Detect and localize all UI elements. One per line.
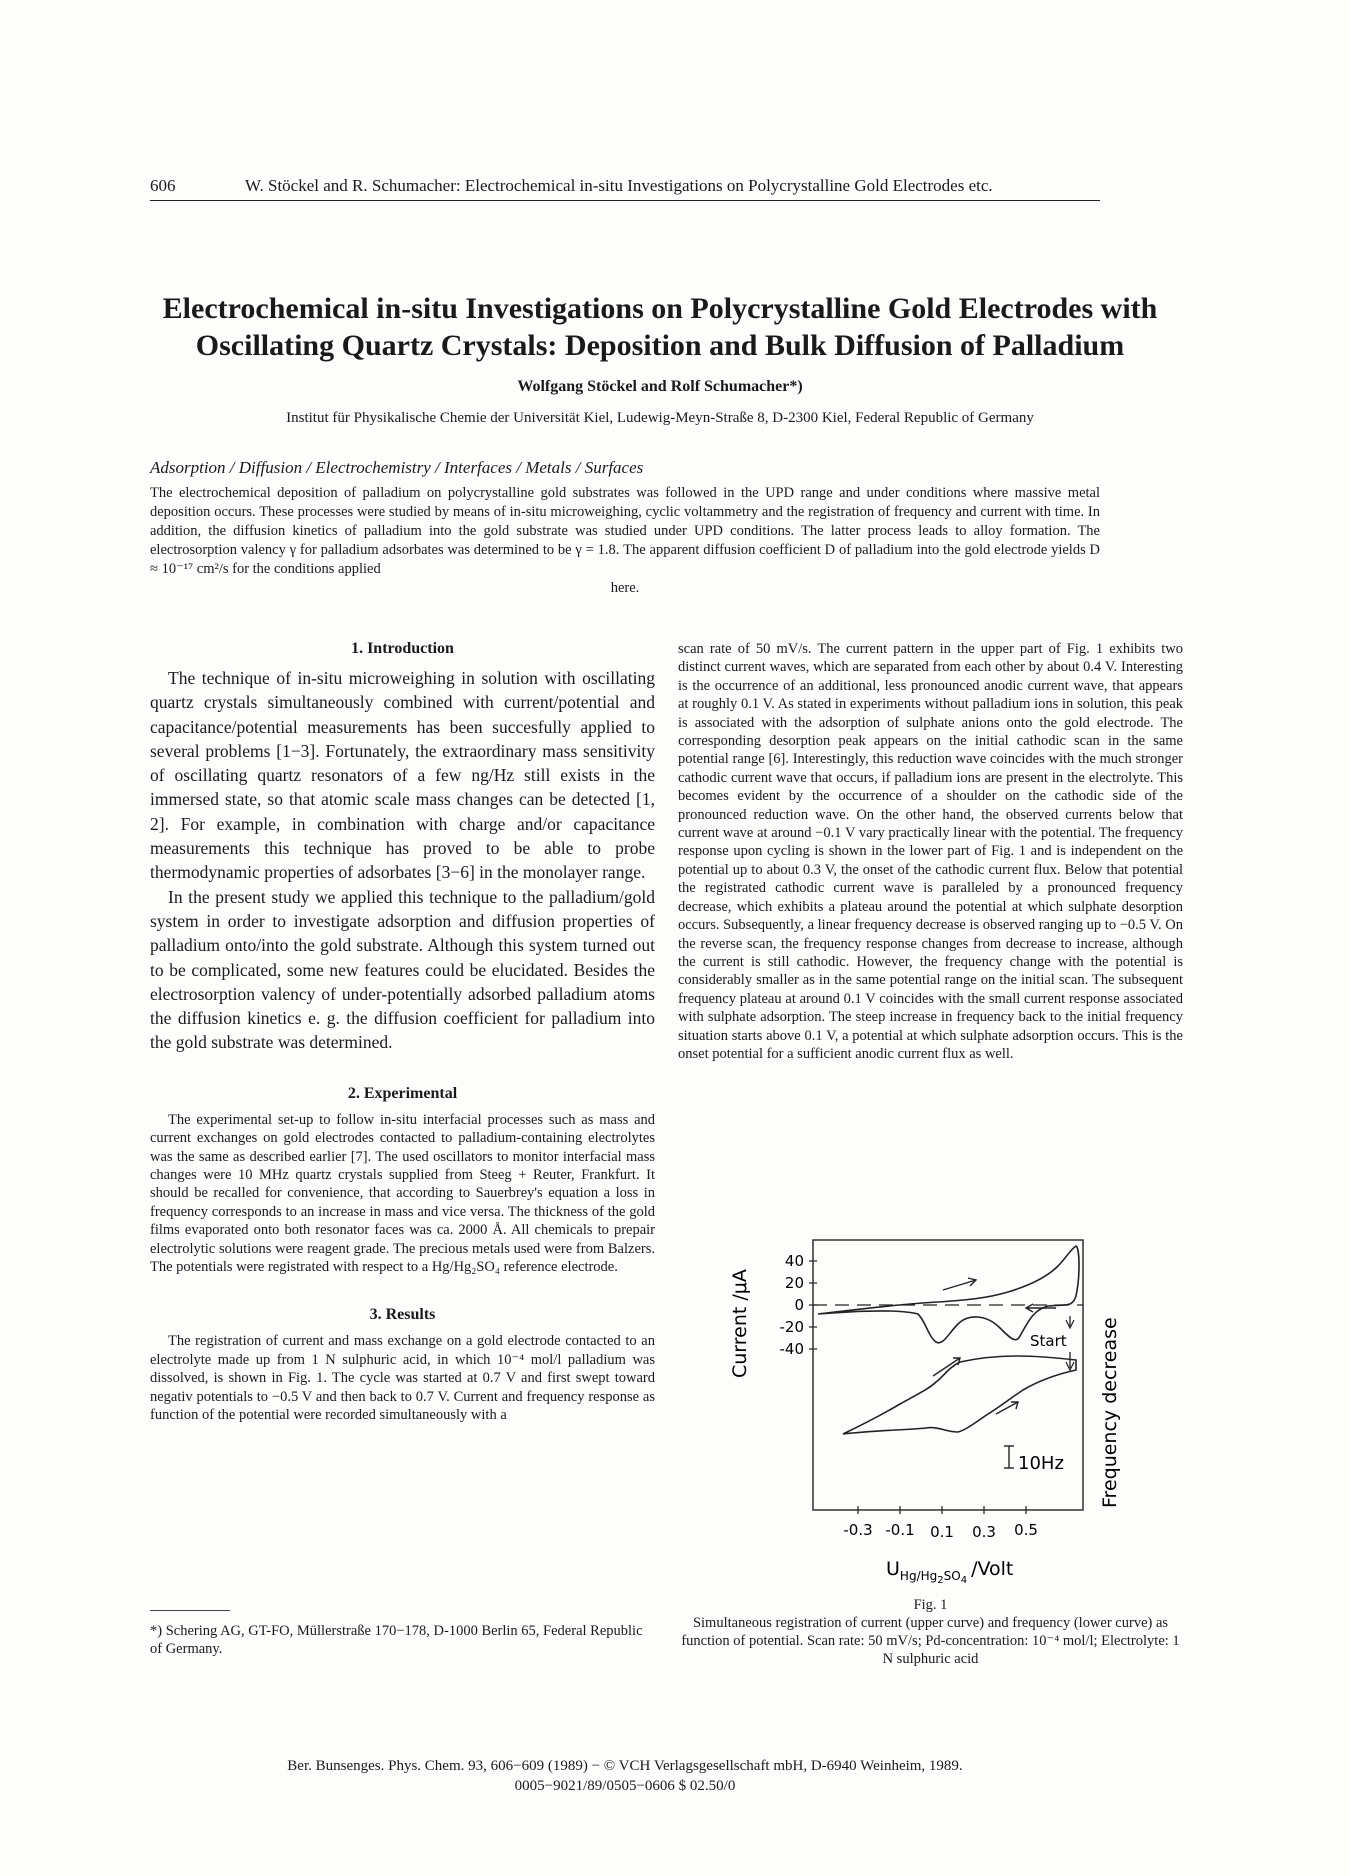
citation-footer: Ber. Bunsenges. Phys. Chem. 93, 606−609 (1989) − © VCH Verlagsgesellschaft mbH, D-6940 Weinheim, 1989. [287,1758,963,1774]
scale-bar-label: 10Hz [1018,1453,1064,1474]
current-tick-label: 40 [784,1252,804,1270]
issn-footer: 0005−9021/89/0505−0606 $ 02.50/0 [514,1778,736,1794]
results-continued-paragraph: scan rate of 50 mV/s. The current pattern in the upper part of Fig. 1 exhibits two distinct current waves, which are separated from each other by about 0.4 V. Interesting is the occurrence of an additional, less pronounced anodic current wave, that appears at roughly 0.1 V. As stated in experiments without palladium ions in solution, this peak is associated with the adsorption of sulphate anions onto the gold electrode. The corresponding desorption peak appears on the initial cathodic scan in the same potential range [6]. Interestingly, this reduction wave coincides with the much stronger cathodic current wave that occurs, if palladium ions are present in the electrolyte. This becomes evident by the occurrence of a shoulder on the cathodic side of the pronounced reduction wave. On the other hand, the observed currents below that current wave at around −0.1 V vary practically linear with the potential. The frequency response upon cycling is shown in the lower part of Fig. 1 and is independent on the potential up to about 0.3 V, the onset of the cathodic current flux. Below that potential the registrated cathodic current wave is paralleled by a pronounced frequency decrease, which exhibits a plateau around the potential at which sulphate desorption occurs. Subsequently, a linear frequency decrease is observed ranging up to −0.5 V. On the reverse scan, the frequency response changes from decrease to increase, although the current is still cathodic. However, the frequency change with the potential is considerably smaller as in the same potential range on the initial scan. The subsequent frequency plateau at around 0.1 V coincides with the small current response associated with sulphate adsorption. The steep increase in frequency back to the initial frequency situation starts above 0.1 V, a potential at which sulphate adsorption occurs. This is the onset potential for a sufficient anodic current flux as well. [678,641,1183,1062]
footnote: *) Schering AG, GT-FO, Müllerstraße 170−178, D-1000 Berlin 65, Federal Republic of Germany. [150,1623,643,1657]
experimental-heading: 2. Experimental [347,1084,458,1102]
abstract-body: The electrochemical deposition of palladium on polycrystalline gold substrates was followed in the UPD range and under conditions where massive metal deposition occurs. These processes were studied by means of in-situ microweighing, cyclic voltammetry and the registration of frequency and current with time. In addition, the diffusion kinetics of palladium into the gold substrate was studied under UPD conditions. The latter process leads to alloy formation. The electrosorption valency γ for palladium adsorbates was determined to be γ = 1.8. The apparent diffusion coefficient D of palladium into the gold electrode yields D ≈ 10⁻¹⁷ cm²/s for the conditions applied [150,485,1100,577]
current-tick-label: 0 [794,1296,804,1314]
current-tick-label: -40 [779,1340,804,1358]
header-rule [150,200,1100,201]
x-axis-label: $U_{Hg/Hg}2SO4$/Volt [886,1558,1014,1586]
running-head-text: W. Stöckel and R. Schumacher: Electrochemical in-situ Investigations on Polycrystalline Gold Electrodes etc. [245,176,993,195]
x-tick-label: 0.3 [972,1523,996,1541]
page-number: 606 [150,176,176,195]
figure-caption-text: Simultaneous registration of current (upper curve) and frequency (lower curve) as function of potential. Scan rate: 50 mV/s; Pd-concentration: 10⁻⁴ mol/l; Electrolyte: 1 N sulphuric acid [681,1615,1180,1667]
x-tick-label: -0.3 [843,1521,873,1539]
authors: Wolfgang Stöckel and Rolf Schumacher*) [517,378,803,395]
current-curve [818,1246,1079,1343]
frequency-curve [843,1356,1076,1434]
figure-1-plot [678,1218,1183,1598]
abstract-last-line: here. [610,580,640,596]
experimental-paragraph: The experimental set-up to follow in-situ interfacial processes such as mass and current exchanges on gold electrodes contacted to palladium-containing electrolytes was the same as described earlier [7]. The used oscillators to monitor interfacial mass changes were 10 MHz quartz crystals supplied from Steeg + Reuter, Frankfurt. It should be recalled for convenience, that according to Sauerbrey's equation a loss in frequency corresponds to an increase in mass and vice versa. The thickness of the gold films evaporated onto both resonator faces was ca. 2000 Å. All chemicals to prepair electrolytic solutions were reagent grade. The precious metals used were from Balzers. The potentials were registrated with respect to a Hg/Hg₂SO₄ reference electrode. [150,1111,655,1275]
figure-number: Fig. 1 [913,1597,948,1613]
y-axis-right-label: Frequency decrease [1099,1317,1121,1508]
x-tick-label: 0.5 [1014,1521,1038,1539]
abstract [150,484,1100,598]
footnote-rule [150,1610,230,1611]
intro-paragraph-1: The technique of in-situ microweighing in solution with oscillating quartz crystals simultaneously combined with current/potential and capacitance/potential measurements has been succesfully applied to several problems [1−3]. Fortunately, the extraordinary mass sensitivity of oscillating quartz resonators of a few ng/Hz still exists in the immersed state, so that atomic scale mass changes can be detected [1, 2]. For example, in combination with charge and/or capacitance measurements this technique has proved to be able to probe thermodynamic properties of adsorbates [3−6] in the monolayer range. [150,668,655,883]
title-line-2: Oscillating Quartz Crystals: Deposition and Bulk Diffusion of Palladium [195,329,1125,362]
title-line-1: Electrochemical in-situ Investigations on Polycrystalline Gold Electrodes with [162,292,1158,325]
scan-direction-arrow [996,1402,1018,1414]
figure-caption [678,1596,1183,1668]
start-label: Start [1030,1332,1067,1350]
figure-1 [678,1218,1183,1598]
x-tick-label: 0.1 [930,1523,954,1541]
keywords: Adsorption / Diffusion / Electrochemistry / Interfaces / Metals / Surfaces [150,458,644,477]
current-tick-label: -20 [779,1318,804,1336]
intro-paragraph-2: In the present study we applied this technique to the palladium/gold system in order to investigate adsorption and diffusion properties of palladium onto/into the gold substrate. Although this system turned out to be complicated, some new features could be elucidated. Besides the electrosorption valency of under-potentially adsorbed palladium atoms the diffusion kinetics e. g. the diffusion coefficient for palladium into the gold substrate was determined. [150,886,655,1053]
results-heading: 3. Results [369,1306,436,1324]
x-tick-label: -0.1 [885,1521,915,1539]
affiliation: Institut für Physikalische Chemie der Universität Kiel, Ludewig-Meyn-Straße 8, D-2300 Kiel, Federal Republic of Germany [286,410,1034,426]
scan-direction-arrow [933,1358,960,1376]
article-title [140,290,1180,364]
results-paragraph: The registration of current and mass exchange on a gold electrode contacted to an electrolyte made up from 1 N sulphuric acid, in which 10⁻⁴ mol/l palladium was dissolved, is shown in Fig. 1. The cycle was started at 0.7 V and first swept toward negativ potentials to −0.5 V and then back to 0.7 V. Current and frequency response as function of the potential were recorded simultaneously with a [150,1333,655,1424]
left-column [150,640,655,1424]
y-axis-left-label: Current /μA [729,1269,751,1378]
intro-heading: 1. Introduction [351,640,454,657]
current-tick-label: 20 [784,1274,804,1292]
right-column [678,640,1183,1063]
